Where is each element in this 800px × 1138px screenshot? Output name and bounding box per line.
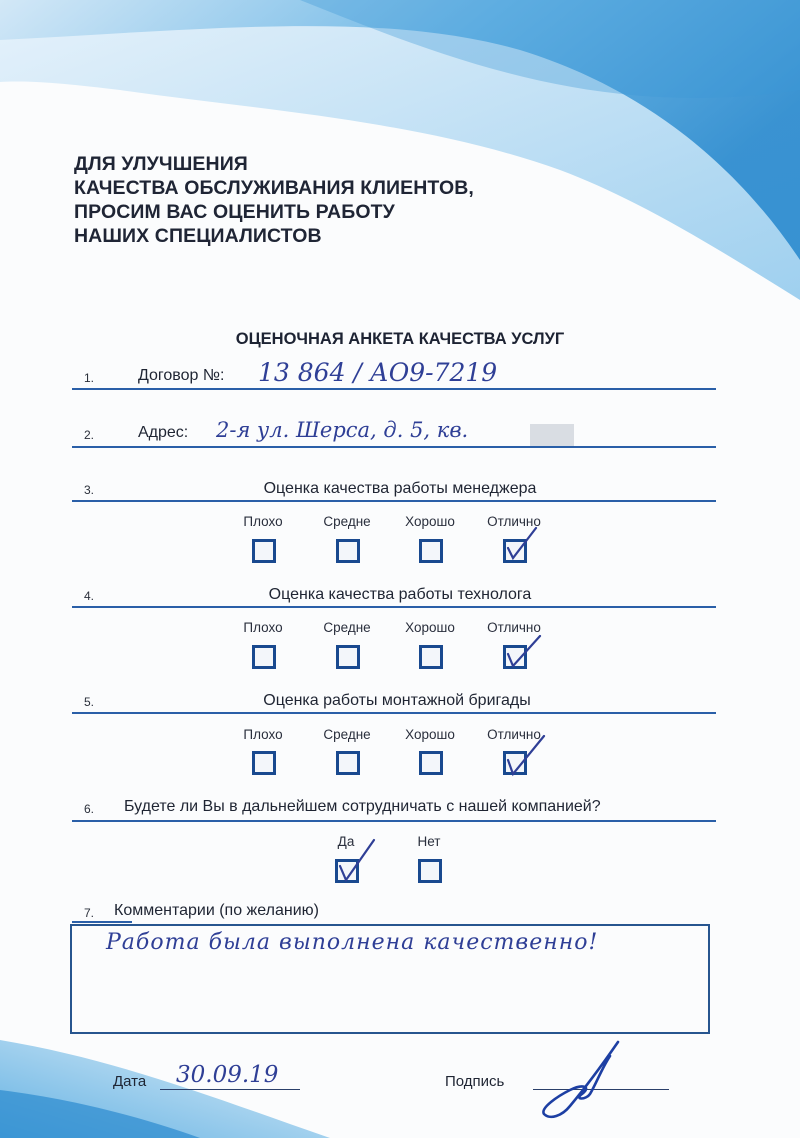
intro-line: КАЧЕСТВА ОБСЛУЖИВАНИЯ КЛИЕНТОВ, (74, 177, 474, 199)
cooperate-checkbox-no[interactable] (418, 859, 442, 883)
contract-number-handwritten[interactable]: 13 864 / АО9-7219 (258, 358, 498, 387)
technologist-checkbox-bad[interactable] (252, 645, 276, 669)
crew-checkbox-excellent[interactable] (503, 751, 527, 775)
option-label-bad: Плохо (243, 620, 283, 635)
intro-heading (74, 152, 474, 248)
address-line (72, 446, 716, 448)
option-label-average: Средне (323, 727, 371, 742)
signature-scribble[interactable] (530, 1038, 630, 1120)
option-label-excellent: Отлично (487, 514, 541, 529)
crew-checkbox-average[interactable] (336, 751, 360, 775)
technologist-checkbox-average[interactable] (336, 645, 360, 669)
manager-checkbox-good[interactable] (419, 539, 443, 563)
crew-rating-label: Оценка работы монтажной бригады (263, 692, 531, 709)
crew-checkbox-good[interactable] (419, 751, 443, 775)
technologist-checkbox-good[interactable] (419, 645, 443, 669)
cooperate-checkbox-yes[interactable] (335, 859, 359, 883)
cooperate-question-label: Будете ли Вы в дальнейшем сотрудничать с нашей компанией? (124, 798, 601, 815)
technologist-rating-label: Оценка качества работы технолога (268, 586, 532, 603)
manager-checkbox-excellent[interactable] (503, 539, 527, 563)
technologist-checkbox-excellent[interactable] (503, 645, 527, 669)
option-label-good: Хорошо (405, 620, 455, 635)
item-number: 7. (84, 906, 95, 920)
address-handwritten[interactable]: 2-я ул. Шерса, д. 5, кв. (216, 418, 469, 442)
cooperate-line (72, 820, 716, 822)
option-label-excellent: Отлично (487, 727, 541, 742)
item-number: 1. (84, 371, 95, 385)
contract-label: Договор №: (138, 367, 225, 384)
date-label: Дата (113, 1073, 147, 1090)
option-label-good: Хорошо (405, 514, 455, 529)
option-label-good: Хорошо (405, 727, 455, 742)
option-label-excellent: Отлично (487, 620, 541, 635)
intro-line: ПРОСИМ ВАС ОЦЕНИТЬ РАБОТУ (74, 201, 395, 223)
date-handwritten[interactable]: 30.09.19 (176, 1062, 279, 1088)
option-label-bad: Плохо (243, 727, 283, 742)
date-line (160, 1089, 300, 1090)
signature-label: Подпись (445, 1073, 505, 1090)
option-label-average: Средне (323, 620, 371, 635)
manager-checkbox-bad[interactable] (252, 539, 276, 563)
option-label-yes: Да (337, 834, 355, 849)
item-number: 4. (84, 589, 95, 603)
manager-rating-label: Оценка качества работы менеджера (263, 480, 537, 497)
comments-line (72, 921, 132, 923)
option-label-bad: Плохо (243, 514, 283, 529)
form-title: ОЦЕНОЧНАЯ АНКЕТА КАЧЕСТВА УСЛУГ (235, 330, 565, 348)
comment-handwritten: Работа была выполнена качественно! (106, 930, 599, 955)
crew-checkbox-bad[interactable] (252, 751, 276, 775)
technologist-line (72, 606, 716, 608)
option-label-no: Нет (417, 834, 441, 849)
manager-checkbox-average[interactable] (336, 539, 360, 563)
crew-line (72, 712, 716, 714)
redacted-apartment (530, 424, 574, 448)
item-number: 6. (84, 802, 95, 816)
item-number: 3. (84, 483, 95, 497)
intro-line: НАШИХ СПЕЦИАЛИСТОВ (74, 225, 322, 247)
item-number: 5. (84, 695, 95, 709)
item-number: 2. (84, 428, 95, 442)
address-label: Адрес: (138, 424, 189, 441)
comments-label: Комментарии (по желанию) (114, 902, 319, 919)
contract-line (72, 388, 716, 390)
option-label-average: Средне (323, 514, 371, 529)
intro-line: ДЛЯ УЛУЧШЕНИЯ (74, 153, 248, 175)
manager-line (72, 500, 716, 502)
